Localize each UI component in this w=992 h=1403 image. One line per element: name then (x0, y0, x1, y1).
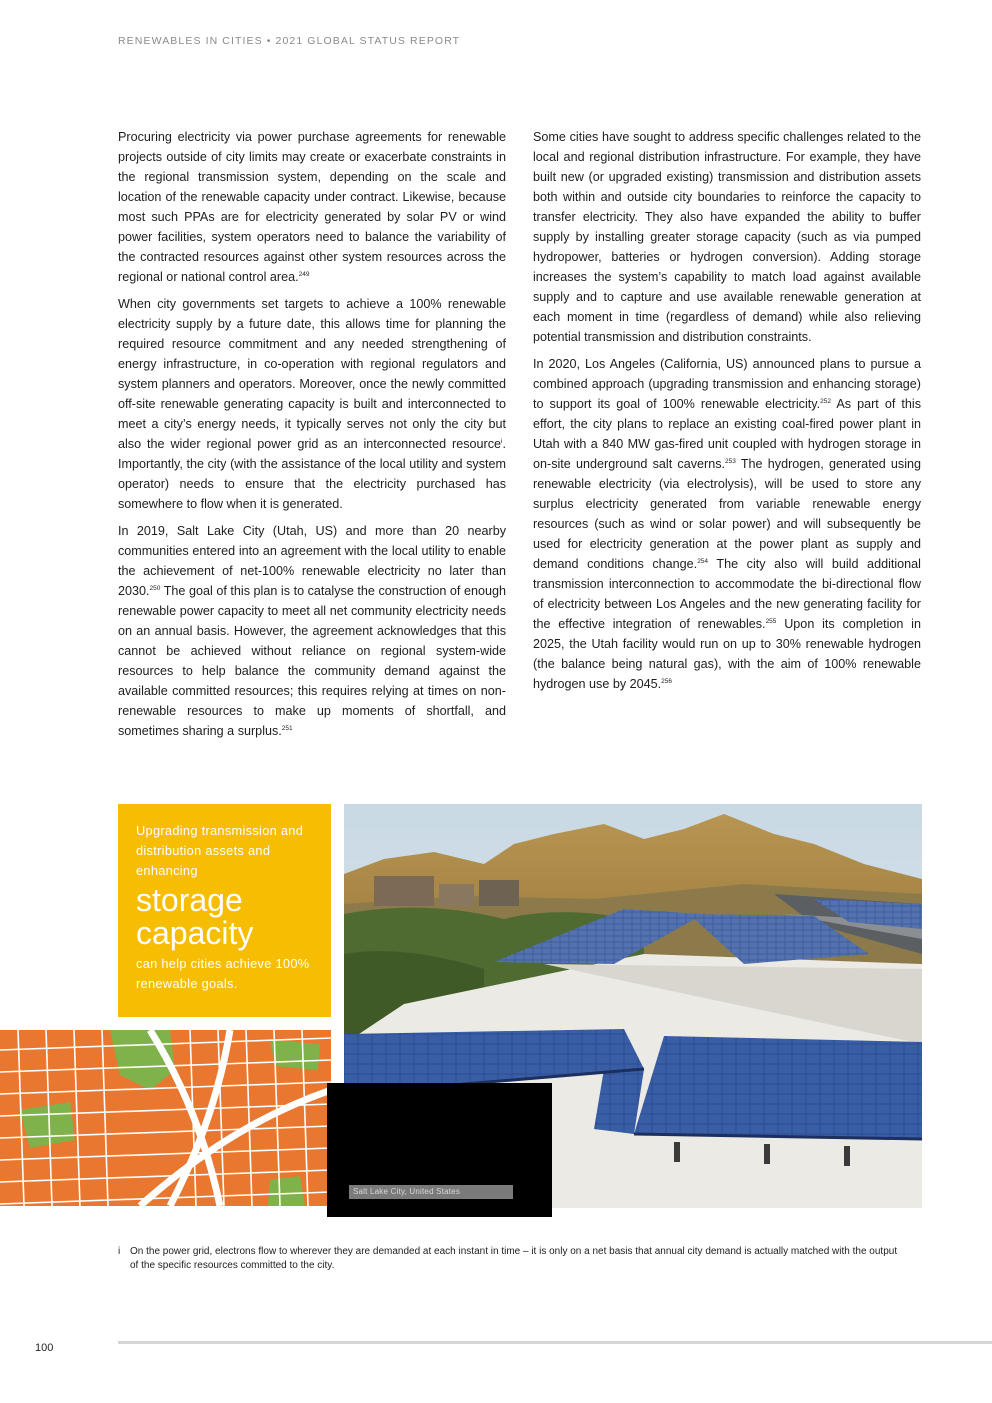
right-column (533, 127, 921, 701)
footnote-marker: i (118, 1246, 121, 1257)
endnote-ref[interactable]: 255 (765, 617, 777, 625)
left-paragraph-3: In 2019, Salt Lake City (Utah, US) and more than 20 nearby communities entered into an agreement with the local utility to enable the achievement of net-100% renewable electricity no later than 2030.$^{250}$ The goal of this plan is to catalyse the construction of enough renewable power capacity to meet all net community electricity needs on an annual basis. However, the agreement acknowledges that this cannot be achieved without reliance on regional system-wide resources to help balance the community demand against the available committed resources; this requires relying at times on non-renewable resources to make up moments of shortfall, and sometimes sharing a surplus.$^{251}$ (118, 524, 506, 738)
endnote-ref[interactable]: 252 (820, 397, 831, 405)
right-paragraph-2: In 2020, Los Angeles (California, US) announced plans to pursue a combined approach (upgrading transmission and enhancing storage) to support its goal of 100% renewable electricity.$^{252}$ As part of this effort, the city plans to replace an existing coal-fired power plant in Utah with a 840 MW gas-fired unit coupled with hydrogen storage in on-site underground salt caverns.$^{253}$ The hydrogen, generated using renewable electricity (via electrolysis), will be used to store any surplus electricity generated from variable renewable energy resources (such as wind or solar power) and will subsequently be used for electricity generation at the power plant as supply and demand conditions change.$^{254}$ The city also will build additional transmission interconnection to accommodate the bi-directional flow of electricity between Los Angeles and the new generating facility for the effective integration of renewables.$^{255}$ Upon its completion in 2025, the Utah facility would run on up to 30% renewable hydrogen (the balance being natural gas), with the aim of 100% renewable hydrogen use by 2045.$^{256}$ (533, 357, 922, 691)
endnote-ref[interactable]: 250 (149, 584, 161, 592)
callout-highlight: storage capacity (136, 882, 254, 951)
callout-outro: can help cities achieve 100% renewable goals. (136, 956, 310, 991)
endnote-ref[interactable]: 251 (281, 724, 293, 732)
callout-box (118, 804, 331, 1017)
left-paragraph-2: When city governments set targets to achieve a 100% renewable electricity supply by a future date, this allows time for planning the required resource commitment and any needed strengthening of energy infrastructure, in co-operation with regional regulators and system planners and operators. Moreover, once the newly committed off-site renewable generating capacity is built and interconnected to meet a city’s energy needs, it typically serves not only the city but also the wider regional power grid as an interconnected resource$^i$. Importantly, the city (with the assistance of the local utility and system operator) needs to ensure that the electricity purchased has somewhere to flow when it is generated. (118, 297, 506, 511)
left-paragraph-1: Procuring electricity via power purchase agreements for renewable projects outside of city limits may create or exacerbate constraints in the regional transmission system, depending on the scale and location of the renewable capacity under contract. Likewise, because most such PPAs are for electricity generated by solar PV or wind power facilities, system operators need to balance the variability of the contracted resources against other system resources across the regional or national control area.$^{249}$ (118, 130, 506, 284)
endnote-ref[interactable]: 256 (661, 677, 672, 685)
footnote (118, 1245, 908, 1273)
footnote-ref[interactable]: i (501, 437, 503, 445)
running-header: RENEWABLES IN CITIES • 2021 GLOBAL STATUS REPORT (118, 35, 461, 47)
endnote-ref[interactable]: 253 (725, 457, 736, 465)
right-paragraph-1: Some cities have sought to address specific challenges related to the local and regional distribution infrastructure. For example, they have built new (or upgraded existing) transmission and distribution assets both within and outside city boundaries to reinforce the capacity to transfer electricity. They also have expanded the ability to buffer supply by installing greater storage capacity (such as via pumped hydropower, batteries or hydrogen conversion). Adding storage increases the system’s capability to match load against available supply and to capture and use available renewable generation at each moment in time (regardless of demand) while also relieving potential transmission and distribution constraints. (533, 130, 921, 344)
left-column (118, 127, 506, 748)
location-tag: Salt Lake City, United States (349, 1185, 513, 1199)
city-map-graphic (0, 1030, 331, 1206)
footnote-text: On the power grid, electrons flow to wherever they are demanded at each instant in time – it is only on a net basis that annual city demand is actually matched with the output of the specific resources committed to the city. (130, 1246, 898, 1271)
callout-intro: Upgrading transmission and distribution assets and enhancing (136, 823, 304, 878)
photo-caption-box (327, 1083, 552, 1217)
footer-rule (118, 1341, 992, 1344)
page-number: 100 (35, 1342, 54, 1354)
endnote-ref[interactable]: 254 (697, 557, 709, 565)
endnote-ref[interactable]: 249 (298, 270, 310, 278)
